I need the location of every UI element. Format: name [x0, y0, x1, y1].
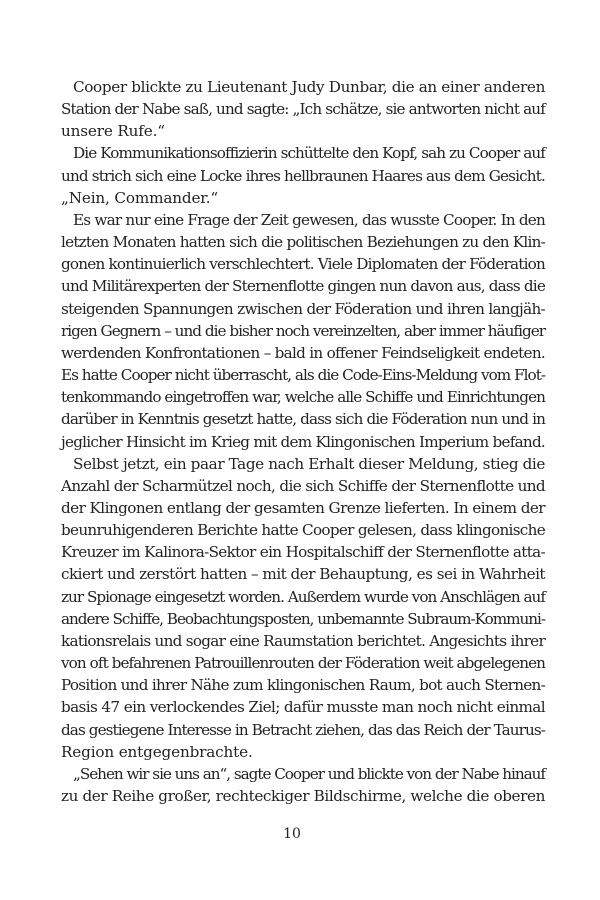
text-line: der Klingonen entlang der gesamten Grenze lieferten. In einem der [61, 498, 545, 517]
text-line: „Sehen wir sie uns an“, sagte Cooper und blickte von der Nabe hinauf [73, 764, 545, 783]
text-line: zu der Reihe großer, rechteckiger Bildschirme, welche die oberen [61, 787, 545, 805]
text-line: und strich sich eine Locke ihres hellbraunen Haares aus dem Gesicht. [61, 166, 545, 185]
text-line: und Militärexperten der Sternenflotte gingen nun davon aus, dass die [61, 277, 545, 296]
text-line: darüber in Kenntnis gesetzt hatte, dass sich die Föderation nun und in [61, 410, 545, 429]
text-line: Selbst jetzt, ein paar Tage nach Erhalt dieser Meldung, stieg die [73, 454, 545, 473]
paragraph [61, 763, 545, 807]
text-line: werdenden Konfrontationen – bald in offener Feindseligkeit endeten. [61, 343, 545, 362]
text-line: basis 47 ein verlockendes Ziel; dafür musste man noch nicht einmal [61, 698, 545, 717]
text-line: Es hatte Cooper nicht überrascht, als die Code-Eins-Meldung vom Flot- [61, 366, 545, 385]
text-line: steigenden Spannungen zwischen der Föderation und ihren langjäh- [61, 299, 545, 318]
text-line: Die Kommunikationsoffizierin schüttelte den Kopf, sah zu Cooper auf [73, 144, 545, 163]
text-line: Anzahl der Scharmützel noch, die sich Schiffe der Sternenflotte und [61, 476, 545, 495]
text-line: beunruhigenderen Berichte hatte Cooper gelesen, dass klingonische [61, 521, 545, 540]
text-line: gonen kontinuierlich verschlechtert. Viele Diplomaten der Föderation [61, 255, 545, 274]
text-line: ckiert und zerstört hatten – mit der Behauptung, es sei in Wahrheit [61, 565, 545, 584]
text-line: jeglicher Hinsicht im Krieg mit dem Klingonischen Imperium befand. [61, 432, 545, 451]
text-line: tenkommando eingetroffen war, welche alle Schiffe und Einrichtungen [61, 388, 545, 407]
paragraph [61, 142, 545, 208]
paragraph [61, 453, 545, 763]
text-line: Position und ihrer Nähe zum klingonischen Raum, bot auch Sternen- [61, 676, 545, 695]
text-line: Kreuzer im Kalinora-Sektor ein Hospitalschiff der Sternenflotte atta- [61, 543, 545, 562]
text-line: das gestiegene Interesse in Betracht ziehen, das das Reich der Taurus- [61, 720, 545, 739]
text-line: zur Spionage eingesetzt worden. Außerdem wurde von Anschlägen auf [61, 587, 545, 606]
text-line: Station der Nabe saß, und sagte: „Ich schätze, sie antworten nicht auf [61, 100, 545, 119]
text-line: unsere Rufe.“ [61, 122, 165, 141]
text-line: Region entgegenbrachte. [61, 742, 253, 761]
text-line: von oft befahrenen Patrouillenrouten der Föderation weit abgelegenen [61, 654, 545, 673]
text-line: rigen Gegnern – und die bisher noch vereinzelten, aber immer häufiger [61, 321, 545, 340]
paragraph [61, 76, 545, 142]
text-line: letzten Monaten hatten sich die politischen Beziehungen zu den Klin- [61, 233, 545, 252]
text-line: andere Schiffe, Beobachtungsposten, unbemannte Subraum-Kommuni- [61, 609, 545, 628]
body-text [61, 76, 545, 807]
text-line: „Nein, Commander.“ [61, 188, 219, 207]
text-line: Es war nur eine Frage der Zeit gewesen, das wusste Cooper. In den [73, 210, 545, 229]
text-line: Cooper blickte zu Lieutenant Judy Dunbar, die an einer anderen [73, 78, 545, 96]
paragraph [61, 209, 545, 453]
text-line: kationsrelais und sogar eine Raumstation berichtet. Angesichts ihrer [61, 631, 545, 650]
page-number: 10 [283, 826, 301, 842]
